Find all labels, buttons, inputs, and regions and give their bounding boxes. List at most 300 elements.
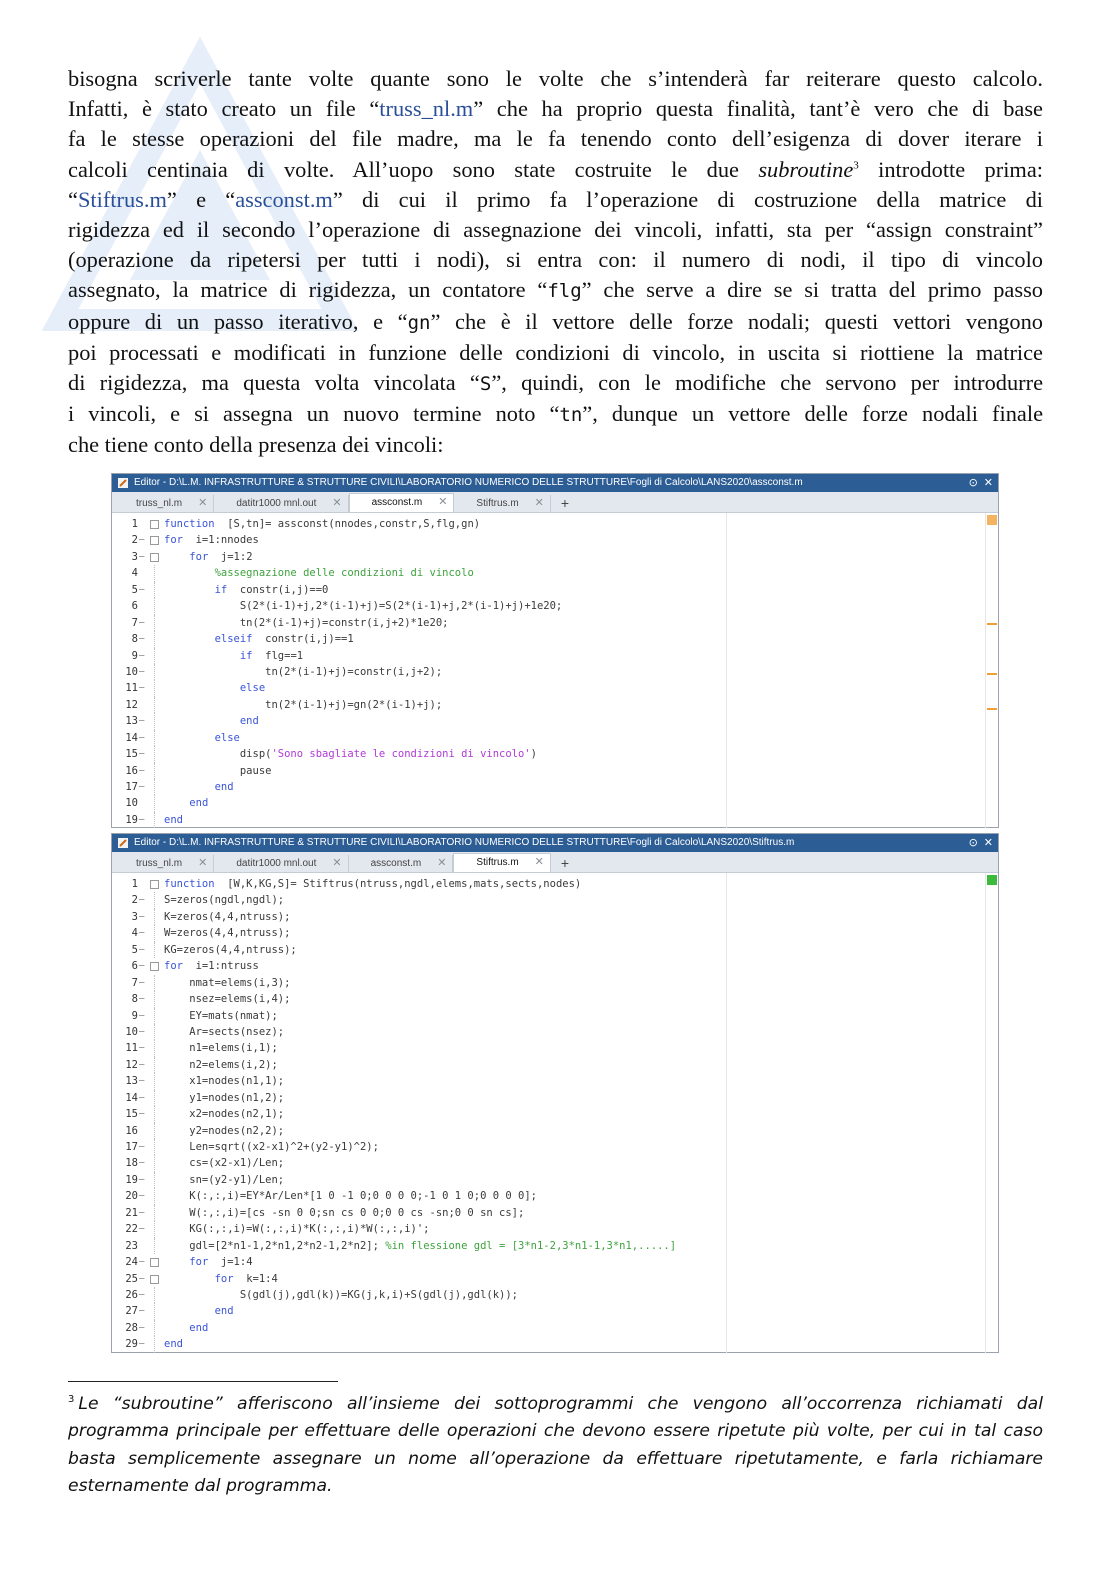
code-segment bbox=[164, 732, 215, 744]
tab-close-icon[interactable]: ✕ bbox=[332, 857, 342, 869]
code-segment bbox=[164, 682, 240, 694]
code-segment: S(2*(i-1)+j,2*(i-1)+j)=S(2*(i-1)+j,2*(i-1)+j)+1e20; bbox=[164, 600, 563, 613]
options-icon[interactable]: ⊙ bbox=[968, 477, 978, 489]
line-number: 1 bbox=[131, 878, 138, 890]
breakpoint-dash[interactable]: – bbox=[139, 1109, 145, 1120]
code-line[interactable] bbox=[112, 648, 998, 664]
code-segment: y2=nodes(n2,2); bbox=[164, 1124, 285, 1137]
fold-guide bbox=[154, 1205, 155, 1221]
file-ref-truss-nl: truss_nl.m bbox=[379, 96, 474, 122]
code-segment: W=zeros(4,4,ntruss); bbox=[164, 927, 291, 940]
line-number: 13 bbox=[125, 1075, 138, 1088]
code-line[interactable] bbox=[112, 697, 998, 713]
tab-close-icon[interactable]: ✕ bbox=[198, 497, 208, 509]
breakpoint-dash[interactable]: – bbox=[139, 1224, 145, 1235]
new-tab-button[interactable]: + bbox=[560, 855, 570, 871]
line-number: 16 bbox=[125, 1124, 138, 1137]
code-segment: constr(i,j)==0 bbox=[227, 583, 329, 596]
fold-guide bbox=[154, 925, 155, 941]
code-line[interactable] bbox=[112, 1271, 998, 1287]
code-line[interactable] bbox=[112, 1057, 998, 1073]
breakpoint-dash[interactable]: – bbox=[139, 961, 145, 972]
tab-assconst-m[interactable] bbox=[349, 855, 454, 872]
new-tab-button[interactable]: + bbox=[560, 495, 570, 511]
editor-icon bbox=[117, 477, 129, 489]
breakpoint-dash[interactable]: – bbox=[139, 1207, 145, 1218]
code-line[interactable] bbox=[112, 1254, 998, 1270]
code-line[interactable] bbox=[112, 1139, 998, 1155]
code-line[interactable] bbox=[112, 1320, 998, 1336]
code-text bbox=[164, 1238, 676, 1254]
tab-close-icon[interactable]: ✕ bbox=[534, 497, 544, 509]
breakpoint-dash[interactable]: – bbox=[139, 584, 145, 595]
code-text bbox=[164, 876, 581, 892]
tab-close-icon[interactable]: ✕ bbox=[437, 857, 447, 869]
tab-label: assconst.m bbox=[370, 858, 422, 869]
fold-guide bbox=[154, 1123, 155, 1139]
line-number: 18 bbox=[125, 1157, 138, 1170]
code-line[interactable] bbox=[112, 615, 998, 631]
breakpoint-dash[interactable]: – bbox=[139, 1092, 145, 1103]
file-ref-stiftrus: Stiftrus.m bbox=[77, 186, 167, 212]
line-number: 13 bbox=[125, 715, 138, 728]
fold-guide bbox=[154, 1320, 155, 1336]
code-line[interactable] bbox=[112, 812, 998, 828]
breakpoint-dash[interactable]: – bbox=[139, 634, 145, 645]
code-segment bbox=[164, 1273, 215, 1285]
editor-window-stiftrus bbox=[111, 833, 999, 1353]
breakpoint-dash[interactable]: – bbox=[139, 1010, 145, 1021]
code-line[interactable] bbox=[112, 795, 998, 811]
tab-close-icon[interactable]: ✕ bbox=[332, 497, 342, 509]
code-segment: K(:,:,i)=EY*Ar/Len*[1 0 -1 0;0 0 0 0;-1 0 1 0;0 0 0 0]; bbox=[164, 1190, 537, 1203]
code-text bbox=[164, 746, 537, 762]
line-number: 5 bbox=[131, 943, 138, 956]
code-segment: [W,K,KG,S]= Stiftrus(ntruss,ngdl,elems,mats,sects,nodes) bbox=[214, 878, 582, 890]
code-line[interactable] bbox=[112, 1040, 998, 1056]
code-text bbox=[164, 1040, 278, 1056]
fold-toggle-icon[interactable] bbox=[150, 536, 159, 545]
line-number: 15 bbox=[125, 748, 138, 761]
code-area[interactable] bbox=[112, 873, 998, 1353]
tab-datitr1000-mnl-out[interactable] bbox=[214, 855, 348, 872]
breakpoint-dash[interactable]: – bbox=[139, 650, 145, 661]
code-area[interactable] bbox=[112, 513, 998, 828]
fold-guide bbox=[154, 648, 155, 664]
code-keyword: function bbox=[164, 518, 215, 530]
breakpoint-dash[interactable]: – bbox=[139, 814, 145, 825]
code-line[interactable] bbox=[112, 892, 998, 908]
tab-bar bbox=[112, 492, 998, 513]
code-segment: S(gdl(j),gdl(k))=KG(j,k,i)+S(gdl(j),gdl(k)); bbox=[164, 1288, 519, 1301]
fold-guide bbox=[154, 812, 155, 828]
code-keyword: elseif bbox=[214, 633, 253, 646]
close-icon[interactable]: ✕ bbox=[983, 477, 993, 489]
fold-guide bbox=[154, 680, 155, 696]
code-text bbox=[164, 1303, 234, 1319]
line-number: 9 bbox=[131, 649, 138, 662]
code-segment: EY=mats(nmat); bbox=[164, 1009, 278, 1022]
code-keyword: end bbox=[189, 797, 209, 810]
code-line[interactable] bbox=[112, 1238, 998, 1254]
code-line[interactable] bbox=[112, 975, 998, 991]
code-segment: KG=zeros(4,4,ntruss); bbox=[164, 943, 297, 956]
code-line[interactable] bbox=[112, 565, 998, 581]
fold-guide bbox=[154, 991, 155, 1007]
code-text bbox=[164, 549, 253, 565]
line-number: 4 bbox=[131, 927, 138, 940]
breakpoint-dash[interactable]: – bbox=[139, 977, 145, 988]
fold-toggle-icon[interactable] bbox=[150, 962, 159, 971]
fold-guide bbox=[154, 1040, 155, 1056]
line-number: 6 bbox=[131, 960, 138, 973]
fold-guide bbox=[154, 1336, 155, 1352]
line-number: 3 bbox=[131, 550, 138, 563]
code-line[interactable] bbox=[112, 763, 998, 779]
code-text bbox=[164, 1271, 278, 1287]
breakpoint-dash[interactable]: – bbox=[139, 1306, 145, 1317]
code-line[interactable] bbox=[112, 1008, 998, 1024]
fold-guide bbox=[154, 1106, 155, 1122]
breakpoint-dash[interactable]: – bbox=[139, 765, 145, 776]
code-line[interactable] bbox=[112, 1123, 998, 1139]
code-segment: j=1:4 bbox=[208, 1256, 253, 1269]
fold-guide bbox=[154, 942, 155, 958]
code-text bbox=[164, 1254, 253, 1270]
code-text bbox=[164, 1090, 284, 1106]
code-line[interactable] bbox=[112, 1336, 998, 1352]
options-icon[interactable]: ⊙ bbox=[968, 837, 978, 849]
line-number: 14 bbox=[125, 1091, 138, 1104]
breakpoint-dash[interactable]: – bbox=[139, 1191, 145, 1202]
code-keyword: function bbox=[164, 878, 215, 890]
code-segment: [S,tn]= assconst(nnodes,constr,S,flg,gn) bbox=[214, 518, 481, 530]
code-text bbox=[164, 648, 303, 664]
code-line[interactable] bbox=[112, 958, 998, 974]
breakpoint-dash[interactable]: – bbox=[139, 1339, 145, 1350]
code-keyword: else bbox=[214, 731, 240, 744]
code-text bbox=[164, 812, 183, 828]
breakpoint-dash[interactable]: – bbox=[139, 944, 145, 955]
code-segment: tn(2*(i-1)+j)=gn(2*(i-1)+j); bbox=[164, 698, 443, 711]
line-number: 19 bbox=[125, 813, 138, 826]
code-keyword: for bbox=[214, 1272, 234, 1285]
breakpoint-dash[interactable]: – bbox=[139, 1257, 145, 1268]
breakpoint-dash[interactable]: – bbox=[139, 911, 145, 922]
line-number: 24 bbox=[125, 1256, 138, 1269]
code-segment: K=zeros(4,4,ntruss); bbox=[164, 910, 291, 923]
code-keyword: else bbox=[239, 682, 266, 695]
code-segment: tn(2*(i-1)+j)=constr(i,j+2); bbox=[164, 665, 443, 678]
code-text bbox=[164, 1139, 379, 1155]
code-text bbox=[164, 975, 290, 991]
breakpoint-dash[interactable]: – bbox=[139, 617, 145, 628]
tab-assconst-m[interactable] bbox=[349, 493, 455, 512]
line-number: 2 bbox=[131, 534, 138, 547]
code-segment bbox=[164, 567, 215, 579]
code-line[interactable] bbox=[112, 713, 998, 729]
fold-guide bbox=[154, 1073, 155, 1089]
code-keyword: end bbox=[214, 781, 234, 793]
code-text bbox=[164, 664, 442, 680]
editor-title: Editor - D:\L.M. INFRASTRUTTURE & STRUTTURE CIVILI\LABORATORIO NUMERICO DELLE STRUTTURE\Fogli di Calcolo\LANS2020\assconst.m bbox=[134, 477, 803, 488]
breakpoint-dash[interactable]: – bbox=[139, 551, 145, 562]
code-segment: constr(i,j)==1 bbox=[252, 633, 354, 646]
tab-close-icon[interactable]: ✕ bbox=[438, 496, 448, 508]
tab-truss-nl-m[interactable] bbox=[114, 495, 214, 512]
breakpoint-dash[interactable]: – bbox=[139, 1142, 145, 1152]
code-segment: sn=(y2-y1)/Len; bbox=[164, 1173, 285, 1186]
fold-guide bbox=[154, 1024, 155, 1040]
breakpoint-dash[interactable]: – bbox=[139, 1174, 145, 1185]
breakpoint-dash[interactable]: – bbox=[139, 1026, 145, 1037]
tab-datitr1000-mnl-out[interactable] bbox=[214, 495, 348, 512]
code-segment: k=1:4 bbox=[233, 1272, 278, 1285]
code-text bbox=[164, 697, 442, 713]
code-line[interactable] bbox=[112, 876, 998, 892]
code-comment: %in flessione gdl = [3*n1-2,3*n1-1,3*n1,.....] bbox=[385, 1239, 677, 1252]
code-line[interactable] bbox=[112, 631, 998, 647]
code-line[interactable] bbox=[112, 1172, 998, 1188]
line-number: 29 bbox=[125, 1338, 138, 1351]
code-line[interactable] bbox=[112, 1024, 998, 1040]
breakpoint-dash[interactable]: – bbox=[139, 535, 145, 546]
code-line[interactable] bbox=[112, 1287, 998, 1303]
code-text bbox=[164, 713, 259, 729]
code-text bbox=[164, 1073, 284, 1089]
code-line[interactable] bbox=[112, 598, 998, 614]
code-line[interactable] bbox=[112, 1106, 998, 1122]
tab-label: assconst.m bbox=[371, 497, 423, 508]
code-segment: x2=nodes(n2,1); bbox=[164, 1108, 285, 1121]
line-number: 7 bbox=[131, 976, 138, 989]
tab-label: datitr1000 mnl.out bbox=[236, 498, 317, 509]
code-segment: pause bbox=[164, 764, 272, 777]
fold-guide bbox=[154, 664, 155, 680]
code-string: 'Sono sbagliate le condizioni di vincolo' bbox=[271, 748, 531, 761]
code-segment: n2=elems(i,2); bbox=[164, 1058, 278, 1071]
line-number: 7 bbox=[131, 616, 138, 629]
breakpoint-dash[interactable]: – bbox=[139, 1273, 145, 1284]
breakpoint-dash[interactable]: – bbox=[139, 1322, 145, 1333]
line-number: 17 bbox=[125, 781, 138, 793]
code-line[interactable] bbox=[112, 1205, 998, 1221]
fold-guide bbox=[154, 1188, 155, 1204]
code-segment: Ar=sects(nsez); bbox=[164, 1025, 285, 1038]
code-line[interactable] bbox=[112, 664, 998, 680]
code-segment: i=1:ntruss bbox=[182, 960, 259, 973]
fold-toggle-icon[interactable] bbox=[150, 520, 159, 529]
code-segment bbox=[164, 715, 240, 727]
code-line[interactable] bbox=[112, 1221, 998, 1237]
fold-guide bbox=[154, 730, 155, 746]
breakpoint-dash[interactable]: – bbox=[139, 683, 145, 694]
code-segment: W(:,:,i)=[cs -sn 0 0;sn cs 0 0;0 0 cs -sn;0 0 sn cs]; bbox=[164, 1206, 525, 1219]
code-segment: disp( bbox=[164, 748, 272, 761]
fold-guide bbox=[154, 763, 155, 779]
breakpoint-dash[interactable]: – bbox=[139, 1059, 145, 1070]
fold-guide bbox=[154, 1139, 155, 1155]
fold-toggle-icon[interactable] bbox=[150, 880, 159, 889]
code-line[interactable] bbox=[112, 549, 998, 565]
breakpoint-dash[interactable]: – bbox=[139, 666, 145, 677]
breakpoint-dash[interactable]: – bbox=[139, 732, 145, 743]
code-segment bbox=[164, 797, 189, 809]
tab-truss-nl-m[interactable] bbox=[114, 855, 214, 872]
code-line[interactable] bbox=[112, 582, 998, 598]
code-line[interactable] bbox=[112, 516, 998, 532]
code-text bbox=[164, 942, 297, 958]
line-number: 14 bbox=[125, 731, 138, 744]
breakpoint-dash[interactable]: – bbox=[139, 749, 145, 760]
code-segment: cs=(x2-x1)/Len; bbox=[164, 1157, 285, 1170]
file-ref-assconst: assconst.m bbox=[235, 186, 333, 212]
code-line[interactable] bbox=[112, 746, 998, 762]
breakpoint-dash[interactable]: – bbox=[139, 1158, 145, 1169]
line-number: 16 bbox=[125, 764, 138, 777]
code-line[interactable] bbox=[112, 532, 998, 548]
tab-stiftrus-m[interactable] bbox=[454, 495, 550, 512]
code-keyword: if bbox=[239, 649, 253, 662]
code-line[interactable] bbox=[112, 909, 998, 925]
code-keyword: if bbox=[214, 583, 228, 596]
code-text bbox=[164, 909, 290, 925]
tab-label: datitr1000 mnl.out bbox=[236, 858, 317, 869]
code-text bbox=[164, 1287, 518, 1303]
code-text bbox=[164, 1172, 284, 1188]
line-number: 10 bbox=[125, 797, 138, 810]
code-text bbox=[164, 1336, 183, 1352]
code-text bbox=[164, 795, 208, 811]
tab-close-icon[interactable]: ✕ bbox=[534, 856, 544, 868]
line-number: 17 bbox=[125, 1141, 138, 1153]
fold-guide bbox=[154, 1090, 155, 1106]
fold-guide bbox=[154, 713, 155, 729]
code-text bbox=[164, 532, 259, 548]
editor-icon bbox=[117, 837, 129, 849]
line-number: 6 bbox=[131, 600, 138, 613]
code-line[interactable] bbox=[112, 1303, 998, 1319]
code-text bbox=[164, 779, 234, 795]
code-segment bbox=[164, 1322, 189, 1334]
line-number: 15 bbox=[125, 1108, 138, 1121]
fold-guide bbox=[154, 582, 155, 598]
line-number: 25 bbox=[125, 1272, 138, 1285]
fold-guide bbox=[154, 1155, 155, 1171]
code-segment: gdl=[2*n1-1,2*n1,2*n2-1,2*n2]; bbox=[164, 1239, 386, 1252]
editor-title: Editor - D:\L.M. INFRASTRUTTURE & STRUTTURE CIVILI\LABORATORIO NUMERICO DELLE STRUTTURE\Fogli di Calcolo\LANS2020\Stiftrus.m bbox=[134, 837, 795, 848]
code-line[interactable] bbox=[112, 1073, 998, 1089]
fold-guide bbox=[154, 779, 155, 795]
editor-titlebar bbox=[112, 834, 998, 852]
footnote-ref: 3 bbox=[853, 159, 859, 172]
code-segment: n1=elems(i,1); bbox=[164, 1042, 278, 1055]
code-text bbox=[164, 680, 265, 696]
code-line[interactable] bbox=[112, 680, 998, 696]
line-number: 11 bbox=[125, 1042, 138, 1055]
footnote: $^3$ Le “subroutine” afferiscono all’insieme dei sottoprogrammi che vengono all’occorrenza richiamati dal programma principale per effettuare delle operazioni che devono essere ripetute più volte, per cui in tal caso basta semplicemente assegnare un nome all’operazione da effettuare ripetutamente, e farla richiamare esternamente dal programma. bbox=[68, 1394, 1043, 1497]
close-icon[interactable]: ✕ bbox=[983, 837, 993, 849]
line-number: 9 bbox=[131, 1009, 138, 1022]
line-number: 28 bbox=[125, 1321, 138, 1334]
code-text bbox=[164, 1221, 430, 1237]
fold-toggle-icon[interactable] bbox=[150, 1258, 159, 1267]
tab-bar bbox=[112, 852, 998, 873]
code-segment: x1=nodes(n1,1); bbox=[164, 1075, 285, 1088]
fold-toggle-icon[interactable] bbox=[150, 1275, 159, 1284]
footnote-marker: 3 bbox=[68, 1394, 75, 1406]
code-segment: KG(:,:,i)=W(:,:,i)*K(:,:,i)*W(:,:,i)'; bbox=[164, 1223, 430, 1236]
code-text bbox=[164, 1008, 278, 1024]
fold-toggle-icon[interactable] bbox=[150, 553, 159, 562]
code-segment: y1=nodes(n1,2); bbox=[164, 1091, 285, 1104]
code-line[interactable] bbox=[112, 942, 998, 958]
breakpoint-dash[interactable]: – bbox=[139, 994, 145, 1005]
code-line[interactable] bbox=[112, 1155, 998, 1171]
code-text bbox=[164, 1320, 208, 1336]
code-segment: flg==1 bbox=[252, 649, 304, 662]
code-text bbox=[164, 598, 562, 614]
code-segment: S=zeros(ngdl,ngdl); bbox=[164, 894, 285, 907]
line-number: 10 bbox=[125, 1025, 138, 1038]
code-line[interactable] bbox=[112, 779, 998, 795]
line-number: 12 bbox=[125, 698, 138, 711]
line-number: 27 bbox=[125, 1305, 138, 1318]
fold-guide bbox=[154, 631, 155, 647]
breakpoint-dash[interactable]: – bbox=[139, 782, 145, 792]
breakpoint-dash[interactable]: – bbox=[139, 895, 145, 906]
code-line[interactable] bbox=[112, 730, 998, 746]
fold-guide bbox=[154, 598, 155, 614]
line-number: 12 bbox=[125, 1058, 138, 1071]
code-text bbox=[164, 925, 290, 941]
fold-guide bbox=[154, 1172, 155, 1188]
code-keyword: end bbox=[214, 1305, 234, 1318]
code-line[interactable] bbox=[112, 1090, 998, 1106]
code-text bbox=[164, 1057, 278, 1073]
line-number: 21 bbox=[125, 1206, 138, 1219]
breakpoint-dash[interactable]: – bbox=[139, 1076, 145, 1087]
fold-guide bbox=[154, 909, 155, 925]
code-segment: tn(2*(i-1)+j)=constr(i,j+2)*1e20; bbox=[164, 616, 449, 629]
code-keyword: for bbox=[164, 534, 183, 547]
code-text bbox=[164, 1155, 284, 1171]
tab-close-icon[interactable]: ✕ bbox=[198, 857, 208, 869]
breakpoint-dash[interactable]: – bbox=[139, 716, 145, 727]
line-number: 10 bbox=[125, 665, 138, 678]
breakpoint-dash[interactable]: – bbox=[139, 928, 145, 939]
breakpoint-dash[interactable]: – bbox=[139, 1043, 145, 1054]
body-paragraph: bisogna scriverle tante volte quante sono le volte che s’intenderà far reiterare questo calcolo. Infatti, è stato creato un file “truss_nl.m” che ha proprio questa finalità, tant’è vero che di base fa le stesse operazioni del file madre, ma le fa tenendo conto dell’esigenza di dover iterare i calcoli centinaia di volte. All’uopo sono state costruite le due subroutine$^3$ introdotte prima: “Stiftrus.m” e “assconst.m” di cui il primo fa l’operazione di costruzione della matrice di rigidezza ed il secondo l’operazione di assegnazione dei vincoli, infatti, sta per “assign constraint” (operazione da ripetersi per tutti i nodi), si entra con: il numero di nodi, il tipo di vincolo assegnato, la matrice di rigidezza, un contatore “flg” che serve a dire se si tratta del primo passo oppure di un passo iterativo, e “gn” che è il vettore delle forze nodali; questi vettori vengono poi processati e modificati in funzione delle condizioni di vincolo, in uscita si riottiene la matrice di rigidezza, ma questa volta vincolata “S”, quindi, con le modifiche che servono per introdurre i vincoli, e si assegna un nuovo termine noto “tn”, dunque un vettore delle forze nodali finale che tiene conto della presenza dei vincoli: bbox=[68, 66, 1044, 458]
code-line[interactable] bbox=[112, 991, 998, 1007]
tab-label: truss_nl.m bbox=[136, 498, 183, 509]
tab-stiftrus-m[interactable] bbox=[453, 853, 550, 872]
code-text bbox=[164, 1106, 284, 1122]
fold-guide bbox=[154, 1008, 155, 1024]
code-text bbox=[164, 1205, 524, 1221]
fold-guide bbox=[154, 565, 155, 581]
line-number: 26 bbox=[125, 1288, 138, 1301]
code-comment: %assegnazione delle condizioni di vincolo bbox=[214, 567, 474, 580]
code-line[interactable] bbox=[112, 1188, 998, 1204]
code-text bbox=[164, 730, 240, 746]
tab-label: Stiftrus.m bbox=[476, 857, 519, 868]
fold-guide bbox=[154, 1287, 155, 1303]
breakpoint-dash[interactable]: – bbox=[139, 1289, 145, 1300]
code-line[interactable] bbox=[112, 925, 998, 941]
fold-guide bbox=[154, 1221, 155, 1237]
editor-window-assconst bbox=[111, 473, 999, 828]
